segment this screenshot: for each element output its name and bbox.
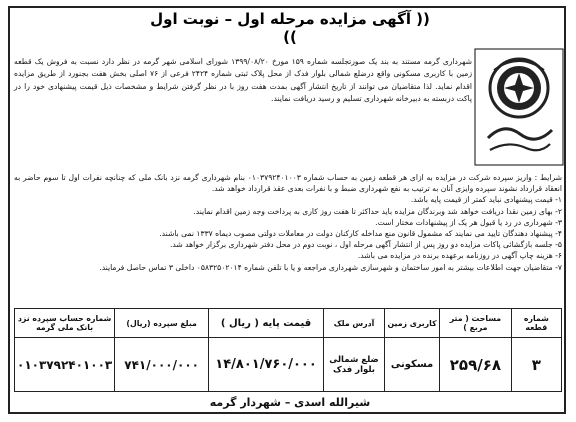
condition-item: ۶- هزینه چاپ آگهی در روزنامه برعهده برنده در مزایده می باشد. — [357, 251, 562, 261]
header-base-price: قیمت پایه ( ریال ) — [209, 309, 324, 338]
cell-deposit: ۷۴۱/۰۰۰/۰۰۰ — [115, 338, 209, 392]
municipality-logo — [474, 48, 564, 166]
conditions-intro: شرایط : واریز سپرده شرکت در مزایده به ازای هر قطعه زمین به حساب شماره ۰۱۰۳۷۹۲۴۰۱۰۰۳ بنام شهرداری گرمه نزد بانک ملی که چنانچه نفرات اول تا سوم حاضر به انعقاد قرارداد نشوند سپرده وایزی آنان به ترتیب به نفع شهرداری ضبط و با نفرات بعدی عقد قرارداد خواهد شد. — [14, 173, 562, 194]
table-row — [15, 338, 562, 392]
header-deposit: مبلغ سپرده (ریال) — [115, 309, 209, 338]
condition-item: ۱- قیمت پیشنهادی نباید کمتر از قیمت پایه باشد. — [410, 195, 562, 205]
condition-item: ۳- شهرداری در رد یا قبول هر یک از پیشنهادات مختار است. — [375, 217, 562, 227]
parcels-table — [14, 308, 562, 392]
emblem-icon — [474, 48, 564, 166]
header-use: کاربری زمین — [384, 309, 439, 338]
condition-item: ۵- جلسه بازگشائی پاکات مزایده دو روز پس از انتشار آگهی مرحله اول ، نوبت دوم در محل دفتر شهرداری برگزار خواهد شد. — [169, 240, 562, 250]
ad-title: (( آگهی مزایده مرحله اول – نوبت اول )) — [150, 10, 430, 46]
header-account: شماره حساب سپرده نزد بانک ملی گرمه — [15, 309, 115, 338]
condition-item: ۲- بهای زمین نقدا دریافت خواهد شد وبرندگان مزایده باید حداکثر تا هفت روز کاری به پرداخت وجه زمین اقدام نمایند. — [193, 206, 562, 216]
condition-item: ۴- پیشنهاد دهندگان تایید می نمایند که مشمول قانون منع مداخله کارکنان دولت در معاملات دولتی مصوب دیماه ۱۳۳۷ نمی باشند. — [159, 229, 562, 239]
header-parcel-no: شماره قطعه — [511, 309, 561, 338]
table-header-row — [15, 309, 562, 338]
cell-base-price: ۱۴/۸۰۱/۷۶۰/۰۰۰ — [209, 338, 324, 392]
ad-introduction: شهرداری گرمه مستند به بند یک صورتجلسه شماره ۱۵۹ مورخ ۱۳۹۹/۰۸/۲۰ شورای اسلامی شهر گرمه در نظر دارد نسبت به فروش یک قطعه زمین با کاربری مسکونی واقع درضلع شمالی بلوار فدک از محل پلاک ثبتی شماره ۲۴۲۴ فرعی از ۷۶ اصلی بخش هفت بجنورد از طریق مزایده اقدام نماید. لذا متقاضیان می توانند از تاریخ انتشار آگهی بمدت هفت روز با در نظر گرفتن شرایط و مشخصات ذیل قیمت پیشنهادی خود را در پاکت دربسته به دبیرخانه شهرداری تسلیم و رسید دریافت نمایند. — [14, 57, 472, 104]
cell-address: ضلع شمالی بلوار فدک — [324, 338, 385, 392]
cell-use: مسکونی — [384, 338, 439, 392]
cell-parcel-no: ۳ — [511, 338, 561, 392]
condition-item: ۷- متقاضیان جهت اطلاعات بیشتر به امور ساختمان و شهرسازی شهرداری مراجعه و یا با تلفن شماره ۰۵۸۳۲۵۰۲۰۱۴ داخلی ۳ تماس حاصل فرمایند. — [99, 262, 562, 272]
cell-account: ۰۱۰۳۷۹۲۴۰۱۰۰۳ — [15, 338, 115, 392]
conditions-list — [14, 172, 562, 273]
cell-area: ۲۵۹/۶۸ — [440, 338, 512, 392]
header-area: مساحت ( متر مربع ) — [440, 309, 512, 338]
signature: شیرالله اسدی – شهردار گرمه — [209, 396, 371, 409]
header-address: آدرس ملک — [324, 309, 385, 338]
